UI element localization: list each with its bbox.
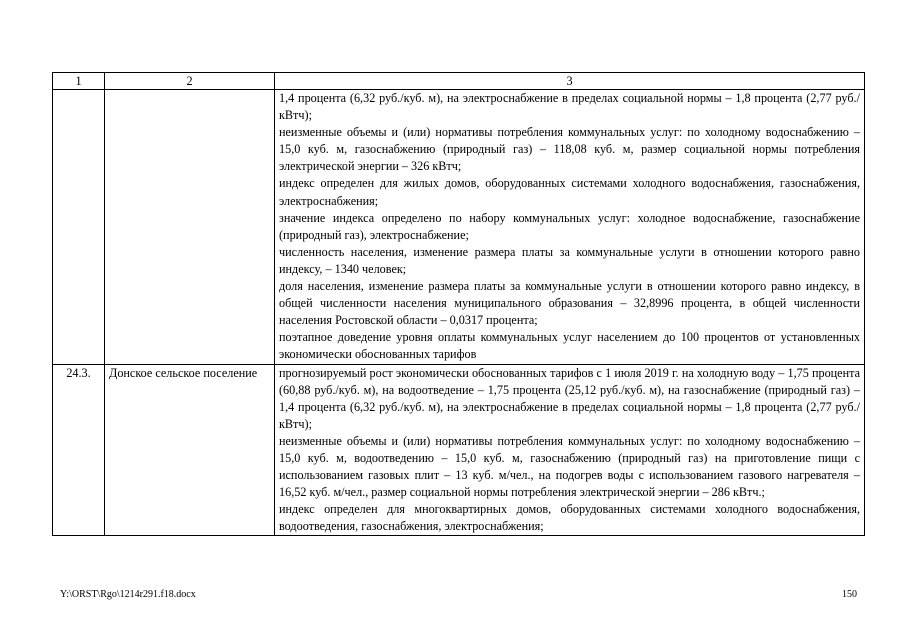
footer-file-path: Y:\ORST\Rgo\1214r291.f18.docx (60, 589, 196, 600)
detail-paragraph: неизменные объемы и (или) нормативы потребления коммунальных услуг: по холодному водоснабжению – 15,0 куб. м, водоотведению – 15,0 куб. м, газоснабжению (природный газ) на приготовление пищи с использованием газовых плит – 13 куб. м/чел., на подогрев воды с использованием газового нагревателя – 16,52 куб. м/чел., размер социальной нормы потребления электрической энергии – 286 кВтч.; (279, 433, 860, 500)
row-details (275, 364, 865, 536)
detail-paragraph: прогнозируемый рост экономически обоснованных тарифов с 1 июля 2019 г. на холодную воду – 1,75 процента (60,88 руб./куб. м), на водоотведение – 1,75 процента (25,12 руб./куб. м), на газоснабжение (природный газ) – 1,4 процента (6,32 руб./куб. м), на электроснабжение в пределах социальной нормы – 1,8 процента (2,77 руб./кВтч); (279, 365, 860, 431)
row-number: 24.3. (53, 364, 105, 536)
row-municipality: Донское сельское поселение (105, 364, 275, 536)
detail-paragraph: численность населения, изменение размера платы за коммунальные услуги в отношении которого равно индексу, – 1340 человек; (279, 244, 860, 276)
resolution-table (52, 72, 865, 536)
detail-paragraph: значение индекса определено по набору коммунальных услуг: холодное водоснабжение, газоснабжение (природный газ), электроснабжение; (279, 210, 860, 242)
detail-paragraph: неизменные объемы и (или) нормативы потребления коммунальных услуг: по холодному водоснабжению – 15,0 куб. м, газоснабжению (природный газ) – 118,08 куб. м, размер социальной нормы потребления электрической энергии – 326 кВтч; (279, 125, 860, 174)
table-header-row (53, 73, 865, 90)
detail-paragraph: доля населения, изменение размера платы за коммунальные услуги в отношении которого равно индексу, в общей численности населения муниципального образования – 32,8996 процента, в общей численности населения Ростовской области – 0,0317 процента; (279, 279, 860, 328)
detail-paragraph: индекс определен для многоквартирных домов, оборудованных системами холодного водоснабжения, водоотведения, газоснабжения, электроснабжения; (279, 502, 860, 534)
table-row-24-3 (53, 364, 865, 536)
row-municipality (105, 90, 275, 365)
detail-paragraph: поэтапное доведение уровня оплаты коммунальных услуг населением до 100 процентов от установленных экономически обоснованных тарифов (279, 330, 860, 362)
header-col-1: 1 (53, 73, 105, 90)
header-col-3: 3 (275, 73, 865, 90)
row-details (275, 90, 865, 365)
table-row-continuation (53, 90, 865, 365)
row-number (53, 90, 105, 365)
detail-paragraph: 1,4 процента (6,32 руб./куб. м), на электроснабжение в пределах социальной нормы – 1,8 процента (2,77 руб./кВтч); (279, 91, 860, 123)
footer-page-number: 150 (842, 589, 857, 600)
header-col-2: 2 (105, 73, 275, 90)
detail-paragraph: индекс определен для жилых домов, оборудованных системами холодного водоснабжения, газоснабжения, электроснабжения; (279, 176, 860, 208)
